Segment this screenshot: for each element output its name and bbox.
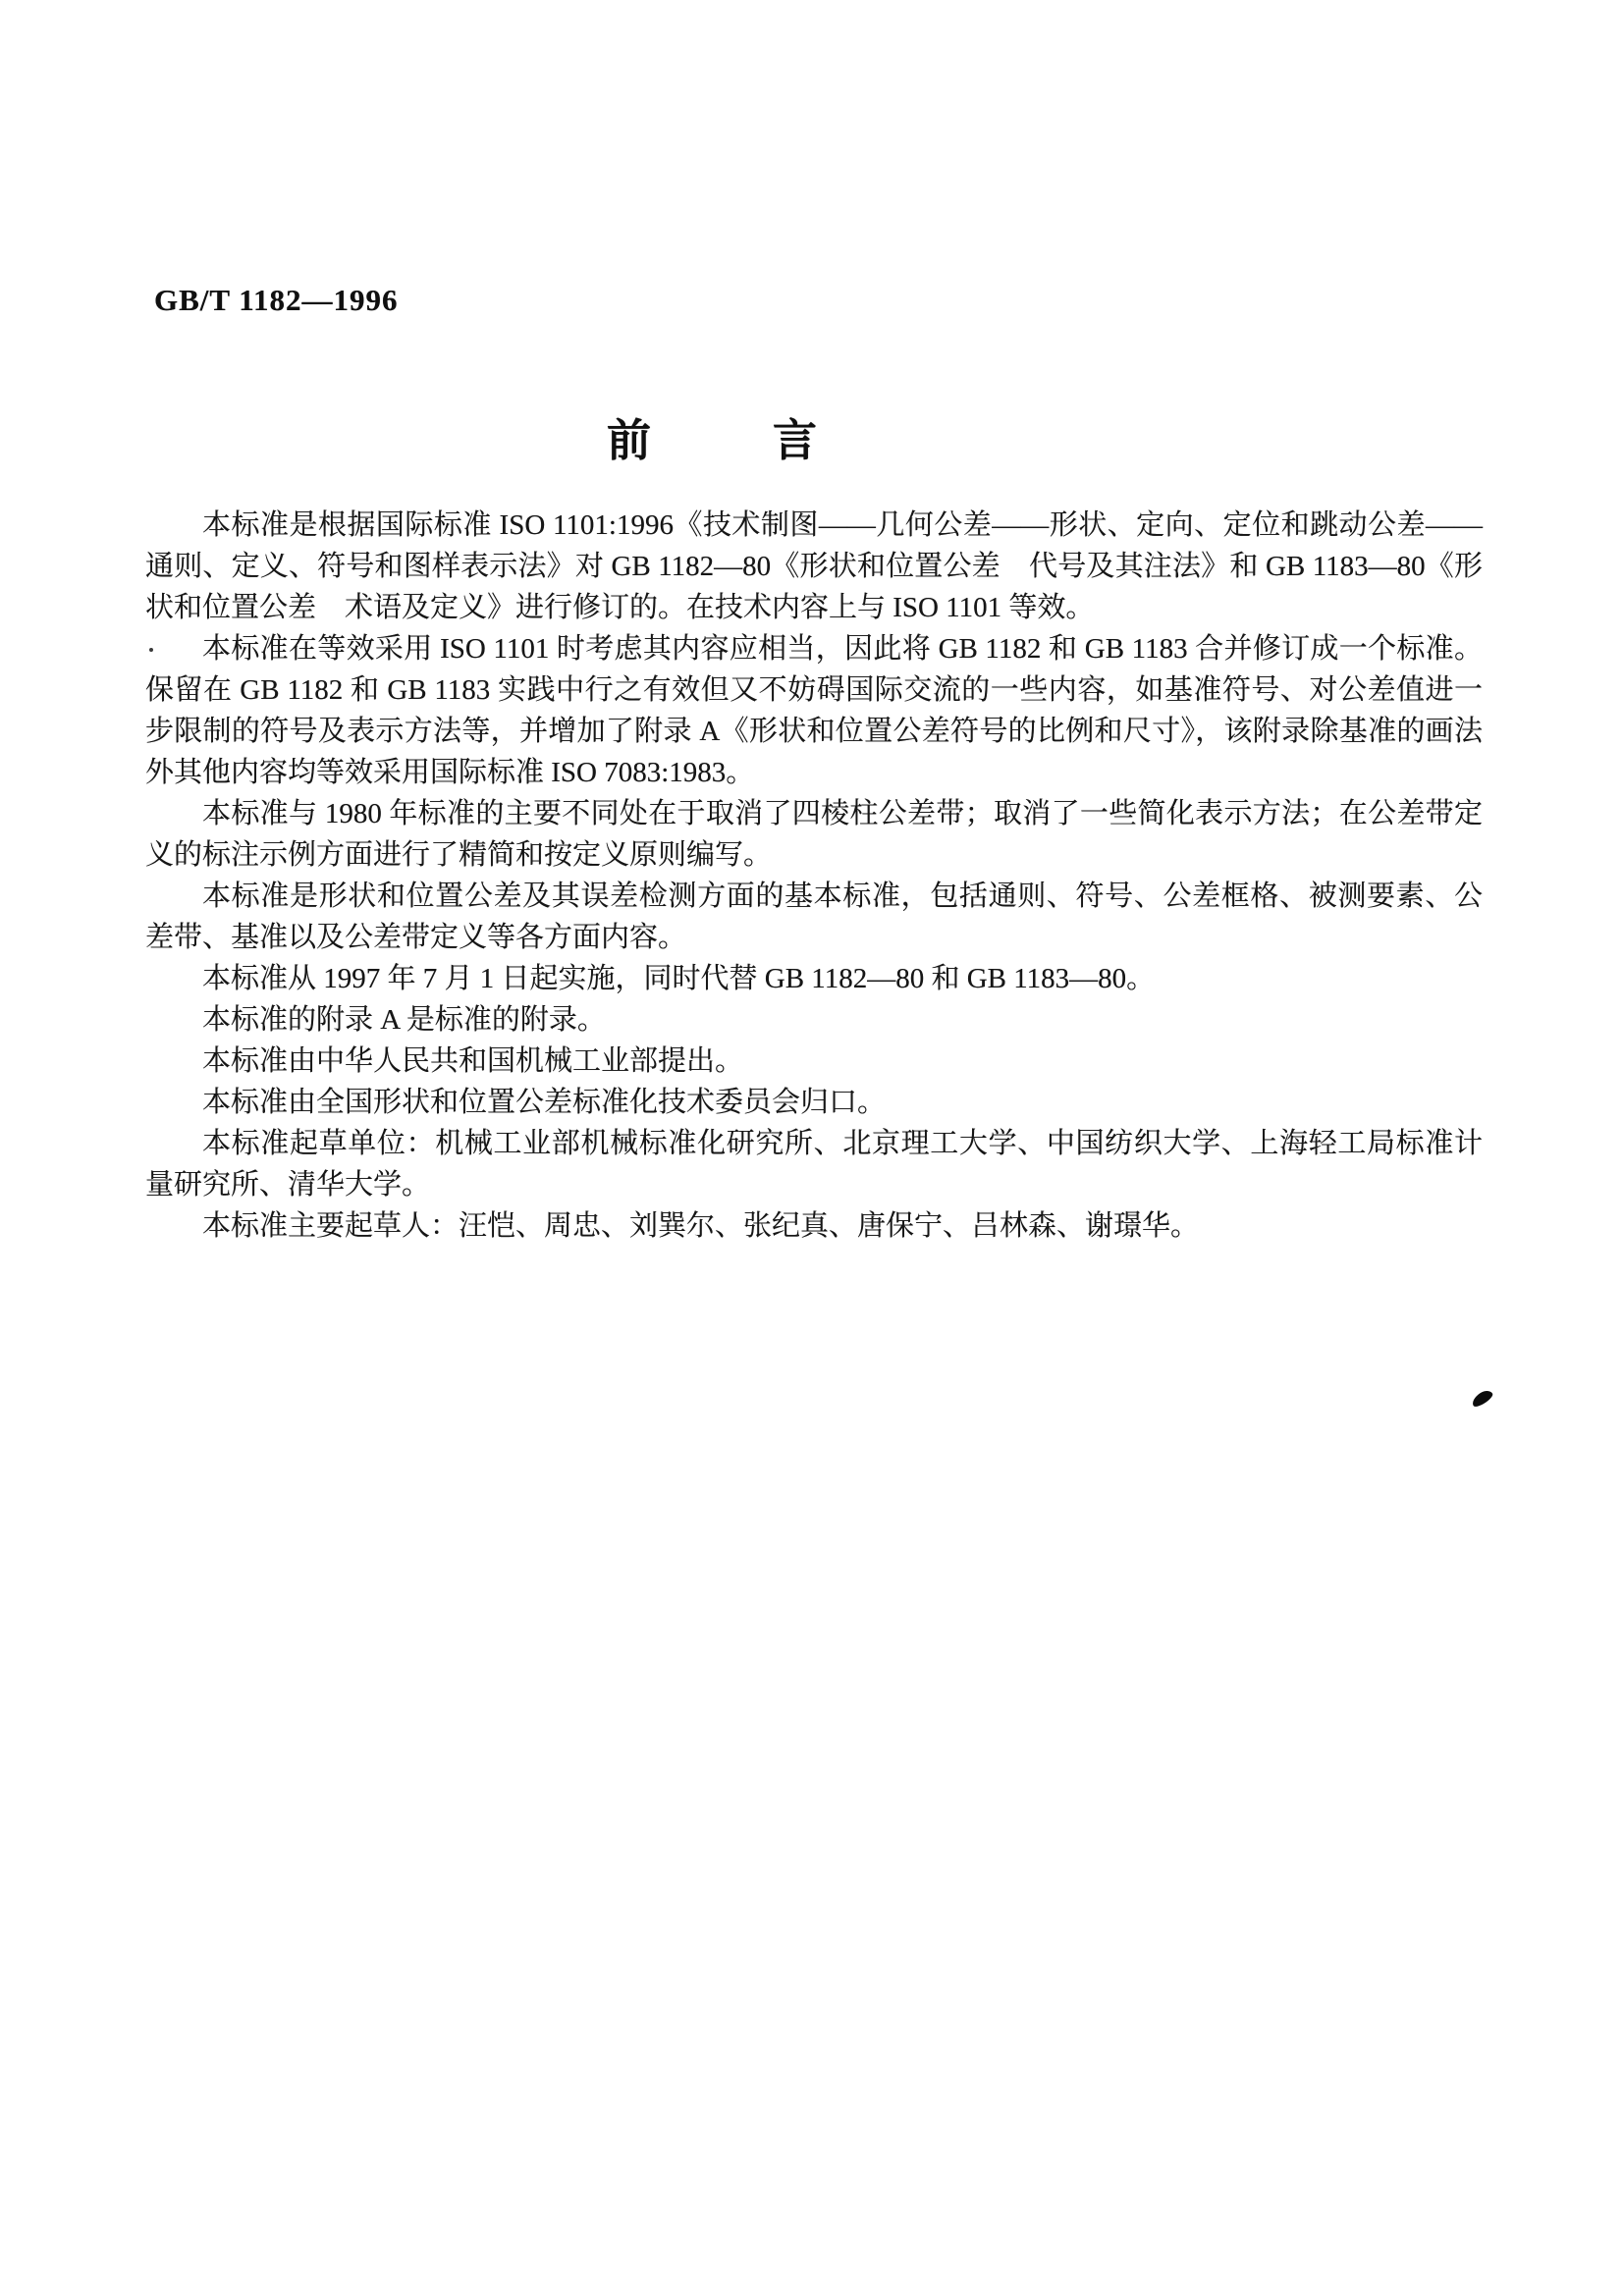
paragraph: 本标准主要起草人：汪恺、周忠、刘巽尔、张纪真、唐保宁、吕林森、谢璟华。 — [202, 1210, 1200, 1242]
paragraph: 本标准的附录 A 是标准的附录。 — [202, 1004, 606, 1036]
paragraph: 本标准在等效采用 ISO 1101 时考虑其内容应相当，因此将 GB 1182 和 GB 1183 合并修订成一个标准。保留在 GB 1182 和 GB 1183 实践中行之有效但又不妨碍国际交流的一些内容，如基准符号、对公差值进一步限制的符号及表示方法等，并增加了附录 A《形状和位置公差符号的比例和尺寸》，该附录除基准的画法外其他内容均等效采用国际标准 ISO 7083:1983。 — [145, 633, 1483, 788]
foreword-body — [145, 505, 1483, 1247]
paragraph: 本标准与 1980 年标准的主要不同处在于取消了四棱柱公差带；取消了一些简化表示方法；在公差带定义的标注示例方面进行了精简和按定义原则编写。 — [145, 798, 1483, 871]
paragraph: 本标准是根据国际标准 ISO 1101:1996《技术制图——几何公差——形状、定向、定位和跳动公差——通则、定义、符号和图样表示法》对 GB 1182—80《形状和位置公差 代号及其注法》和 GB 1183—80《形状和位置公差 术语及定义》进行修订的。在技术内容上与 ISO 1101 等效。 — [145, 509, 1483, 623]
ink-mark — [1470, 1388, 1494, 1410]
paragraph: 本标准由中华人民共和国机械工业部提出。 — [202, 1045, 744, 1077]
paragraph: 本标准由全国形状和位置公差标准化技术委员会归口。 — [202, 1087, 887, 1118]
paragraph: 本标准从 1997 年 7 月 1 日起实施，同时代替 GB 1182—80 和 GB 1183—80。 — [202, 963, 1156, 994]
page-title: 前言 — [607, 416, 940, 465]
standard-code: GB/T 1182—1996 — [154, 283, 399, 317]
paragraph: 本标准是形状和位置公差及其误差检测方面的基本标准，包括通则、符号、公差框格、被测要素、公差带、基准以及公差带定义等各方面内容。 — [145, 881, 1483, 953]
paragraph: 本标准起草单位：机械工业部机械标准化研究所、北京理工大学、中国纺织大学、上海轻工局标准计量研究所、清华大学。 — [145, 1128, 1483, 1201]
scan-speck — [149, 648, 153, 652]
